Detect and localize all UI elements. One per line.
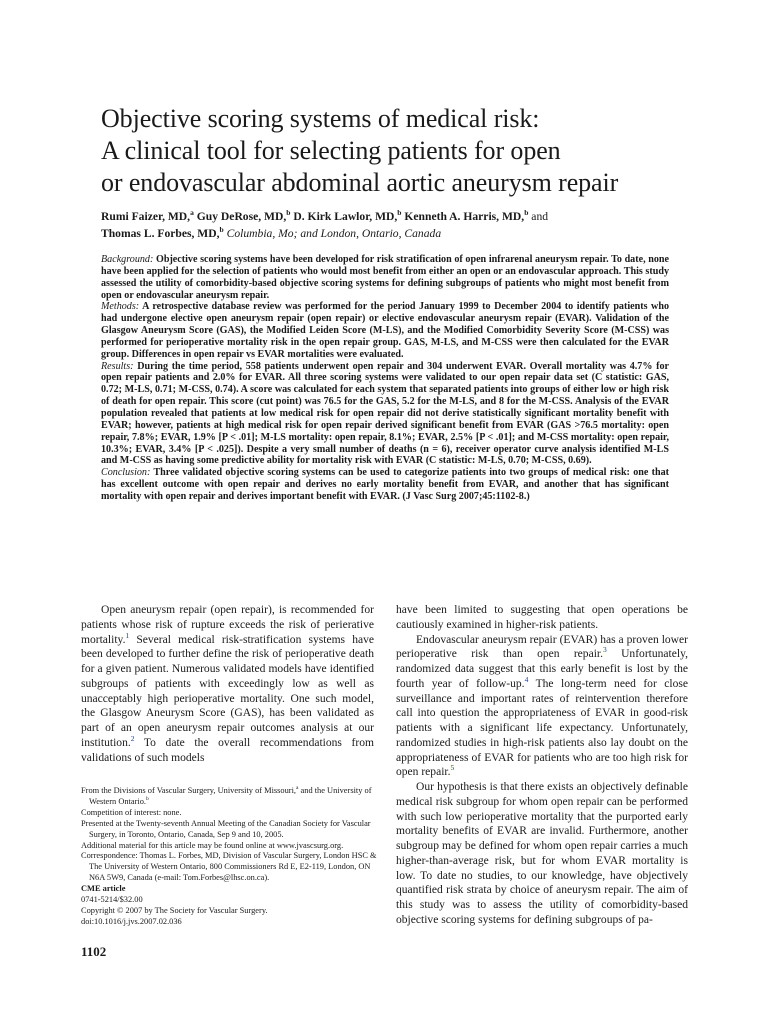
abstract-conclusion xyxy=(101,467,669,503)
intro-paragraph-1 xyxy=(81,603,374,765)
reference-link[interactable]: 2 xyxy=(130,733,135,743)
body-text: Unfortunately, randomized data suggest that this early benefit is lost by the fourth year of follow-up. xyxy=(396,648,688,690)
author-faizer: Rumi Faizer, MD, xyxy=(101,210,191,223)
competing-interest-note: Competition of interest: none. xyxy=(81,807,182,817)
copyright: Copyright © 2007 by The Society for Vascular Surgery. xyxy=(81,905,268,915)
author-list xyxy=(101,208,681,242)
affiliation-mark: a xyxy=(190,208,194,218)
reference-link[interactable]: 4 xyxy=(524,674,529,684)
author-forbes: Thomas L. Forbes, MD, xyxy=(101,227,220,240)
author-location: Columbia, Mo; and London, Ontario, Canada xyxy=(223,227,442,240)
body-text: Open aneurysm repair (open repair), is recommended for patients whose risk of rupture exceeds the risk of perierative mortality. xyxy=(81,604,374,646)
intro-paragraph-1-cont: have been limited to suggesting that open operations be cautiously examined in higher-risk patients. xyxy=(396,604,688,631)
affiliation-mark: a xyxy=(296,785,299,792)
cme-label: CME article xyxy=(81,884,126,894)
author-lawlor: D. Kirk Lawlor, MD, xyxy=(290,210,398,223)
intro-paragraph-2 xyxy=(396,633,688,781)
affiliation-mark: b xyxy=(146,796,149,803)
abstract-methods xyxy=(101,301,669,360)
background-text: Objective scoring systems have been developed for risk stratification of open infrarenal aneurysm repair. To date, none have been applied for the selection of patients who would most benefit from either an open or an endovascular approach. This study assessed the utility of comorbidity-based objective scoring systems for defining subgroups of patients who might most benefit from open or endovascular aneurysm repair. xyxy=(101,254,669,301)
reference-link[interactable]: 5 xyxy=(450,763,455,773)
footnotes xyxy=(81,786,377,928)
author-conjunction: and xyxy=(528,210,549,223)
author-derose: Guy DeRose, MD, xyxy=(193,210,287,223)
conclusion-label: Conclusion: xyxy=(101,467,151,479)
conclusion-text: Three validated objective scoring systems can be used to categorize patients into two groups of medical risk: one that has excellent outcome with open repair and derives no early mortality benefit from EVAR, and another that has significant mortality with open repair and derives important benefit with EVAR. xyxy=(101,467,669,502)
affiliation-mark: b xyxy=(524,208,529,218)
body-text: Several medical risk-stratification systems have been developed to further define the risk of perioperative death for a given patient. Numerous validated models have identified subgroups of patients with exceedingly low as well as unacceptably high perioperative mortality. One such model, the Glasgow Aneurysm Score (GAS), has been validated as part of an open aneurysm repair outcomes analysis at our institution. xyxy=(81,633,374,749)
reference-link[interactable]: 1 xyxy=(125,630,130,640)
footnote-text: and the University of Western Ontario. xyxy=(89,786,372,806)
online-material-note[interactable]: Additional material for this article may be found online at www.jvascsurg.org. xyxy=(81,840,344,850)
title-line-2: A clinical tool for selecting patients for open xyxy=(101,136,561,165)
journal-citation: (J Vasc Surg 2007;45:1102-8.) xyxy=(399,490,530,502)
correspondence-note: Correspondence: Thomas L. Forbes, MD, Division of Vascular Surgery, London HSC & The University of Western Ontario, 800 Commissioners Rd E, E2-119, London, ON N6A 5W9, Canada (e-mail: Tom.Forbes@lhsc.on.ca). xyxy=(81,851,377,883)
results-text: During the time period, 558 patients underwent open repair and 304 underwent EVAR. Overall mortality was 4.7% for open repair patients and 2.0% for EVAR. All three scoring systems were validated to our open repair data set (C statistic: GAS, 0.72; M-LS, 0.71; M-CSS, 0.74). A score was calculated for each system that separated patients into groups of either low or high risk of death for open repair. This score (cut point) was 76.5 for the GAS, 5.2 for the M-LS, and 8 for the M-CSS. Analysis of the EVAR population revealed that patients at low medical risk for open repair did not derive statistically significant mortality benefit with EVAR; however, patients at high medical risk for open repair derived significant benefit from EVAR (GAS >76.5 mortality: open repair, 7.8%; EVAR, 1.9% [P < .01]; M-LS mortality: open repair, 8.1%; EVAR, 2.5% [P < .01]; and M-CSS mortality: open repair, 10.3%; EVAR, 3.4% [P < .025]). Despite a very small number of deaths (n = 6), receiver operator curve analysis identified M-LS and M-CSS as having some predictive ability for mortality risk with EVAR (C statistic: M-LS, 0.70; M-CSS, 0.69). xyxy=(101,360,669,467)
methods-text: A retrospective database review was performed for the period January 1999 to December 2004 to identify patients who had undergone elective open aneurysm repair (open repair) or elective endovascular aneurysm repair (EVAR). Validation of the Glasgow Aneurysm Score (GAS), the Modified Leiden Score (M-LS), and the Modified Comorbidity Severity Score (M-CSS) was performed for perioperative mortality risk in the open repair group. GAS, M-LS, and M-CSS were then calculated for the EVAR group. Differences in open repair vs EVAR mortalities were evaluated. xyxy=(101,301,669,360)
abstract-background xyxy=(101,254,669,301)
reference-link[interactable]: 3 xyxy=(603,645,607,655)
author-harris: Kenneth A. Harris, MD, xyxy=(401,210,525,223)
issn: 0741-5214/$32.00 xyxy=(81,895,143,905)
background-label: Background: xyxy=(101,254,154,265)
results-label: Results: xyxy=(101,360,134,372)
footnote-text: From the Divisions of Vascular Surgery, University of Missouri, xyxy=(81,786,297,795)
body-text: Endovascular aneurysm repair (EVAR) has a proven lower perioperative risk than open repair. xyxy=(396,633,688,661)
abstract-results xyxy=(101,361,669,468)
affiliation-mark: b xyxy=(286,208,291,218)
affiliation-mark: b xyxy=(219,225,224,235)
title-line-3: or endovascular abdominal aortic aneurysm repair xyxy=(101,168,619,197)
body-text: To date the overall recommendations from validations of such models xyxy=(81,736,374,764)
methods-label: Methods: xyxy=(101,301,140,313)
doi[interactable]: doi:10.1016/j.jvs.2007.02.036 xyxy=(81,916,182,926)
page-number: 1102 xyxy=(81,944,107,959)
title-line-1: Objective scoring systems of medical risk: xyxy=(101,104,540,133)
article-title xyxy=(101,103,701,199)
abstract xyxy=(101,254,669,503)
body-text: The long-term need for close surveillance and important rates of reintervention therefore call into question the appropriateness of EVAR in good-risk patients with a significant life expectancy. Unfortunately, randomized studies in high-risk patients also lay doubt on the appropriateness of EVAR for patients who are too high risk for open repair. xyxy=(396,677,688,779)
affiliation-mark: b xyxy=(397,208,402,218)
affiliation-note xyxy=(81,786,377,808)
presentation-note: Presented at the Twenty-seventh Annual Meeting of the Canadian Society for Vascular Surgery, in Toronto, Ontario, Canada, Sep 9 and 10, 2005. xyxy=(81,818,371,839)
body-column-right xyxy=(396,603,688,928)
body-column-left xyxy=(81,603,374,765)
hypothesis-paragraph: Our hypothesis is that there exists an objectively definable medical risk subgroup for whom open repair can be performed with such low perioperative mortality that the purported early mortality benefits of EVAR are invalid. Furthermore, another subgroup may be defined for whom open repair carries a much higher-than-average risk, but for whom EVAR mortality is low. To date no studies, to our knowledge, have objectively quantified risk strata by choice of aneurysm repair. The aim of this study was to assess the utility of comorbidity-based objective scoring systems for defining subgroups of pa- xyxy=(396,781,688,926)
